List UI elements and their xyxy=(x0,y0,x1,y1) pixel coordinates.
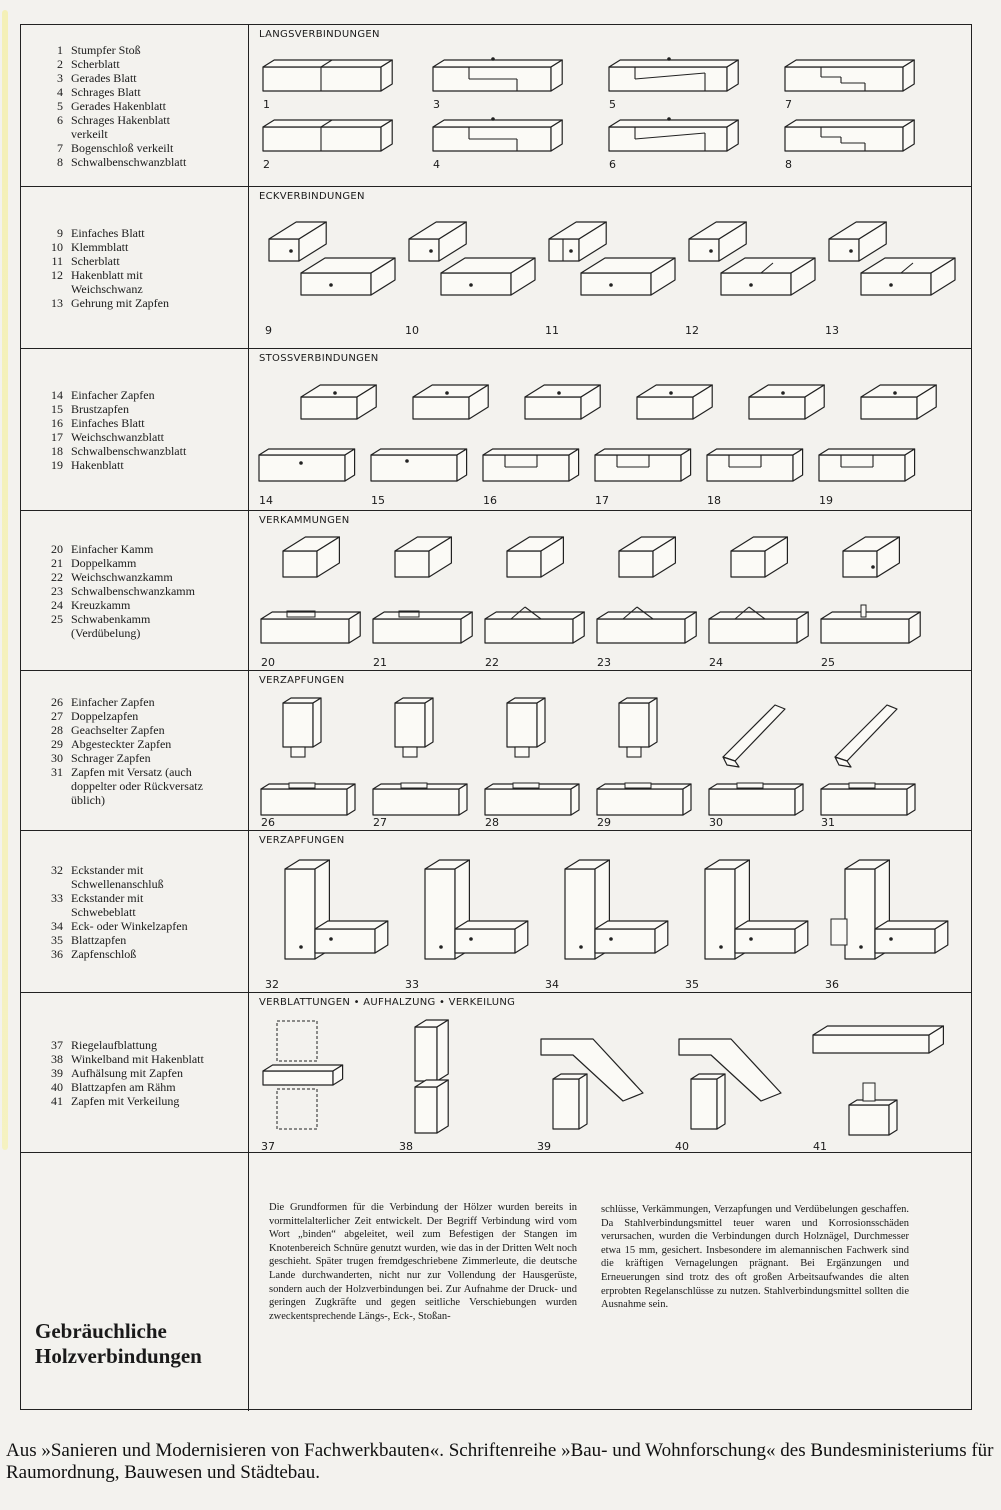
legend-item: 35 Blattzapfen xyxy=(51,932,127,947)
figure-number: 37 xyxy=(261,1140,275,1153)
joint-drawing xyxy=(821,211,951,335)
figure-area xyxy=(249,847,971,992)
joint-drawing xyxy=(395,1009,525,1151)
legend-item: 14 Einfacher Zapfen xyxy=(51,387,155,402)
figure-area xyxy=(249,203,971,348)
joint-drawing xyxy=(261,211,391,335)
joint-figure xyxy=(593,531,701,667)
figure-area xyxy=(249,527,971,670)
intro-text-right: schlüsse, Verkämmungen, Verzapfungen und Verdübelungen geschaffen. Da Stahlverbindungsmittel teuer waren und Korrosionsschäden verursachen, wurden die Verbindungen durch Holznägel, Durchmesser etwa 15 mm, gesichert. Insbesondere im alemannischen Fachwerk sind die kräftigen Vernagelungen prägnant. Bei Ergänzungen und Erneuerungen sind trotz des oft großen Arbeitsaufwandes die alten erprobten Regelanschlüsse zu nutzen. Stahlverbindungsmittel sollten die Ausnahme sein. xyxy=(601,1204,909,1311)
figure-number: 40 xyxy=(675,1140,689,1153)
joint-drawing xyxy=(705,691,813,827)
legend-item: 10 Klemmblatt xyxy=(51,239,129,254)
section-stossverbindungen xyxy=(21,349,971,511)
joint-drawing xyxy=(481,531,589,667)
joint-drawing xyxy=(681,211,811,335)
panel-verblattungen xyxy=(249,993,971,1152)
joint-drawing xyxy=(255,369,365,505)
panel-stossverbindungen xyxy=(249,349,971,510)
joint-drawing xyxy=(817,691,925,827)
figure-number: 11 xyxy=(545,324,559,337)
legend-item: 25 Schwabenkamm (Verdübelung) xyxy=(51,611,151,640)
joint-figure xyxy=(533,1009,663,1151)
legend-item: 32 Eckstander mit Schwellenanschluß xyxy=(51,862,164,891)
legend-verzapfungen-1 xyxy=(21,671,249,830)
figure-number: 18 xyxy=(707,494,721,507)
intro-section xyxy=(21,1153,971,1411)
section-title: LANGSVERBINDUNGEN xyxy=(259,29,380,40)
page-title: Gebräuchliche Holzverbindungen xyxy=(35,1319,202,1368)
joint-figure xyxy=(429,113,579,173)
joint-figure xyxy=(401,211,531,335)
section-verzapfungen-1 xyxy=(21,671,971,831)
legend-item: 1 Stumpfer Stoß xyxy=(57,42,141,57)
joint-drawing xyxy=(591,369,701,505)
figure-number: 28 xyxy=(485,816,499,829)
legend-stossverbindungen xyxy=(21,349,249,510)
figure-number: 15 xyxy=(371,494,385,507)
joint-figure xyxy=(479,369,589,505)
panel-eckverbindungen xyxy=(249,187,971,348)
section-verzapfungen-2 xyxy=(21,831,971,993)
figure-number: 7 xyxy=(785,98,792,111)
joint-drawing xyxy=(593,691,701,827)
figure-number: 25 xyxy=(821,656,835,669)
figure-number: 39 xyxy=(537,1140,551,1153)
section-title: VERZAPFUNGEN xyxy=(259,675,345,686)
legend-item: 8 Schwalbenschwanzblatt xyxy=(57,154,187,169)
figure-number: 34 xyxy=(545,978,559,991)
section-title: VERZAPFUNGEN xyxy=(259,835,345,846)
joint-figure xyxy=(429,53,579,113)
figure-area xyxy=(249,365,971,510)
legend-item: 30 Schrager Zapfen xyxy=(51,750,151,765)
legend-item: 31 Zapfen mit Versatz (auch doppelter oder Rückversatz üblich) xyxy=(51,764,203,807)
legend-item: 29 Abgesteckter Zapfen xyxy=(51,736,172,751)
joint-figure xyxy=(591,369,701,505)
joint-figure xyxy=(671,1009,801,1151)
joint-figure xyxy=(257,531,365,667)
section-verblattungen xyxy=(21,993,971,1153)
intro-title-cell xyxy=(21,1153,249,1411)
joint-drawing xyxy=(257,1009,387,1151)
figure-number: 33 xyxy=(405,978,419,991)
section-title: STOSSVERBINDUNGEN xyxy=(259,353,379,364)
legend-verzapfungen-2 xyxy=(21,831,249,992)
figure-number: 14 xyxy=(259,494,273,507)
joint-drawing xyxy=(257,691,365,827)
joint-drawing xyxy=(781,113,931,173)
intro-text-cell xyxy=(249,1153,971,1411)
legend-item: 36 Zapfenschloß xyxy=(51,946,137,961)
legend-item: 7 Bogenschloß verkeilt xyxy=(57,140,174,155)
intro-text-left: Die Grundformen für die Verbindung der Hölzer wurden bereits in vormittelalterlicher Zeit entwickelt. Der Begriff Verbindung wird vom Wort „binden“ abgeleitet, weil zum Befestigen der Stangen im Knotenbereich Schnüre genutzt wurden, wie das in der Dritten Welt noch geschieht. Später trugen fremdgeschriebene Zimmerleute, die deutsche Lande durchwanderten, nicht nur zur Vollendung der Hausgerüste, sondern auch der Holzverbindungen bei. Zur Aufnahme der Druck- und geringen Zugkräfte und gegen seitliche Verschiebungen wurden zweckentsprechende Längs-, Eck-, Stoßan- xyxy=(269,1202,577,1322)
joint-drawing xyxy=(817,531,925,667)
joint-figure xyxy=(257,691,365,827)
figure-number: 31 xyxy=(821,816,835,829)
joint-drawing xyxy=(401,211,531,335)
legend-item: 33 Eckstander mit Schwebeblatt xyxy=(51,890,144,919)
panel-laengsverbindungen xyxy=(249,25,971,186)
legend-item: 5 Gerades Hakenblatt xyxy=(57,98,166,113)
figure-number: 5 xyxy=(609,98,616,111)
figure-number: 9 xyxy=(265,324,272,337)
legend-item: 23 Schwalbenschwanzkamm xyxy=(51,583,195,598)
joint-figure xyxy=(369,531,477,667)
joint-drawing xyxy=(259,53,409,113)
legend-item: 21 Doppelkamm xyxy=(51,555,137,570)
figure-number: 2 xyxy=(263,158,270,171)
legend-item: 16 Einfaches Blatt xyxy=(51,415,145,430)
figure-area xyxy=(249,687,971,830)
joint-figure xyxy=(705,691,813,827)
joint-figure xyxy=(257,1009,387,1151)
joint-figure xyxy=(703,369,813,505)
legend-item: 28 Geachselter Zapfen xyxy=(51,722,165,737)
figure-number: 3 xyxy=(433,98,440,111)
legend-verkaemmungen xyxy=(21,511,249,670)
figure-number: 6 xyxy=(609,158,616,171)
legend-verblattungen xyxy=(21,993,249,1152)
joint-drawing xyxy=(429,53,579,113)
figure-number: 17 xyxy=(595,494,609,507)
joint-drawing xyxy=(605,53,755,113)
joint-drawing xyxy=(705,531,813,667)
joint-drawing xyxy=(541,211,671,335)
figure-number: 1 xyxy=(263,98,270,111)
legend-item: 41 Zapfen mit Verkeilung xyxy=(51,1093,180,1108)
joint-figure xyxy=(259,53,409,113)
joint-drawing xyxy=(257,531,365,667)
figure-number: 35 xyxy=(685,978,699,991)
figure-number: 21 xyxy=(373,656,387,669)
legend-item: 15 Brustzapfen xyxy=(51,401,129,416)
figure-number: 29 xyxy=(597,816,611,829)
legend-item: 39 Aufhälsung mit Zapfen xyxy=(51,1065,183,1080)
joint-drawing xyxy=(821,849,951,989)
joint-figure xyxy=(821,211,951,335)
marker-highlight xyxy=(2,10,8,1150)
joint-drawing xyxy=(401,849,531,989)
figure-number: 26 xyxy=(261,816,275,829)
legend-item: 6 Schrages Hakenblatt verkeilt xyxy=(57,112,170,141)
section-title: VERBLATTUNGEN • AUFHALZUNG • VERKEILUNG xyxy=(259,997,516,1008)
joint-drawing xyxy=(541,849,671,989)
joint-drawing xyxy=(533,1009,663,1151)
joint-figure xyxy=(261,211,391,335)
panel-verzapfungen-1 xyxy=(249,671,971,830)
legend-laengsverbindungen xyxy=(21,25,249,186)
figure-number: 8 xyxy=(785,158,792,171)
legend-item: 13 Gehrung mit Zapfen xyxy=(51,295,169,310)
joint-figure xyxy=(705,531,813,667)
joint-figure xyxy=(259,113,409,173)
joint-figure xyxy=(261,849,391,989)
joint-figure xyxy=(541,849,671,989)
joint-drawing xyxy=(671,1009,801,1151)
joint-figure xyxy=(817,531,925,667)
section-verkaemmungen xyxy=(21,511,971,671)
legend-item: 37 Riegelaufblattung xyxy=(51,1037,157,1052)
joint-figure xyxy=(809,1009,939,1151)
figure-number: 24 xyxy=(709,656,723,669)
joint-drawing xyxy=(809,1009,939,1151)
figure-area xyxy=(249,41,971,186)
joint-figure xyxy=(481,531,589,667)
source-caption: Aus »Sanieren und Modernisieren von Fachwerkbauten«. Schriftenreihe »Bau- und Wohnforschung« des Bundesministeriums für Raumordnung, Bauwesen und Städtebau. xyxy=(6,1440,994,1483)
legend-item: 34 Eck- oder Winkelzapfen xyxy=(51,918,188,933)
legend-item: 11 Scherblatt xyxy=(51,253,120,268)
joint-drawing xyxy=(605,113,755,173)
legend-item: 22 Weichschwanzkamm xyxy=(51,569,173,584)
figure-number: 10 xyxy=(405,324,419,337)
joint-figure xyxy=(821,849,951,989)
joint-drawing xyxy=(681,849,811,989)
joint-drawing xyxy=(479,369,589,505)
section-laengsverbindungen xyxy=(21,25,971,187)
joint-figure xyxy=(369,691,477,827)
figure-number: 41 xyxy=(813,1140,827,1153)
legend-item: 40 Blattzapfen am Rähm xyxy=(51,1079,176,1094)
joint-figure xyxy=(605,53,755,113)
legend-item: 20 Einfacher Kamm xyxy=(51,541,154,556)
figure-number: 4 xyxy=(433,158,440,171)
figure-number: 27 xyxy=(373,816,387,829)
joint-figure xyxy=(815,369,925,505)
legend-item: 18 Schwalbenschwanzblatt xyxy=(51,443,187,458)
section-title: VERKAMMUNGEN xyxy=(259,515,350,526)
figure-area xyxy=(249,1009,971,1152)
joint-figure xyxy=(541,211,671,335)
figure-number: 32 xyxy=(265,978,279,991)
legend-eckverbindungen xyxy=(21,187,249,348)
section-eckverbindungen xyxy=(21,187,971,349)
figure-number: 38 xyxy=(399,1140,413,1153)
joint-drawing xyxy=(259,113,409,173)
legend-item: 17 Weichschwanzblatt xyxy=(51,429,164,444)
legend-item: 26 Einfacher Zapfen xyxy=(51,694,155,709)
joint-figure xyxy=(681,211,811,335)
legend-item: 38 Winkelband mit Hakenblatt xyxy=(51,1051,204,1066)
legend-item: 19 Hakenblatt xyxy=(51,457,124,472)
joint-figure xyxy=(605,113,755,173)
panel-verzapfungen-2 xyxy=(249,831,971,992)
joint-drawing xyxy=(815,369,925,505)
joint-figure xyxy=(481,691,589,827)
figure-number: 16 xyxy=(483,494,497,507)
figure-number: 23 xyxy=(597,656,611,669)
figure-number: 19 xyxy=(819,494,833,507)
legend-item: 3 Gerades Blatt xyxy=(57,70,137,85)
section-title: ECKVERBINDUNGEN xyxy=(259,191,365,202)
joint-drawing xyxy=(261,849,391,989)
legend-item: 2 Scherblatt xyxy=(57,56,120,71)
joint-figure xyxy=(593,691,701,827)
joint-figure xyxy=(395,1009,525,1151)
legend-item: 4 Schrages Blatt xyxy=(57,84,141,99)
joint-drawing xyxy=(369,531,477,667)
joint-figure xyxy=(367,369,477,505)
figure-number: 12 xyxy=(685,324,699,337)
legend-item: 24 Kreuzkamm xyxy=(51,597,131,612)
joint-figure xyxy=(255,369,365,505)
legend-item: 9 Einfaches Blatt xyxy=(57,225,145,240)
joint-catalog-sheet xyxy=(20,24,972,1410)
figure-number: 13 xyxy=(825,324,839,337)
joint-figure xyxy=(681,849,811,989)
joint-drawing xyxy=(429,113,579,173)
legend-item: 27 Doppelzapfen xyxy=(51,708,139,723)
joint-figure xyxy=(817,691,925,827)
joint-figure xyxy=(781,53,931,113)
figure-number: 36 xyxy=(825,978,839,991)
joint-drawing xyxy=(369,691,477,827)
joint-figure xyxy=(781,113,931,173)
joint-drawing xyxy=(481,691,589,827)
joint-drawing xyxy=(367,369,477,505)
joint-figure xyxy=(401,849,531,989)
joint-drawing xyxy=(593,531,701,667)
panel-verkaemmungen xyxy=(249,511,971,670)
figure-number: 22 xyxy=(485,656,499,669)
joint-drawing xyxy=(703,369,813,505)
figure-number: 30 xyxy=(709,816,723,829)
legend-item: 12 Hakenblatt mit Weichschwanz xyxy=(51,267,143,296)
joint-drawing xyxy=(781,53,931,113)
figure-number: 20 xyxy=(261,656,275,669)
